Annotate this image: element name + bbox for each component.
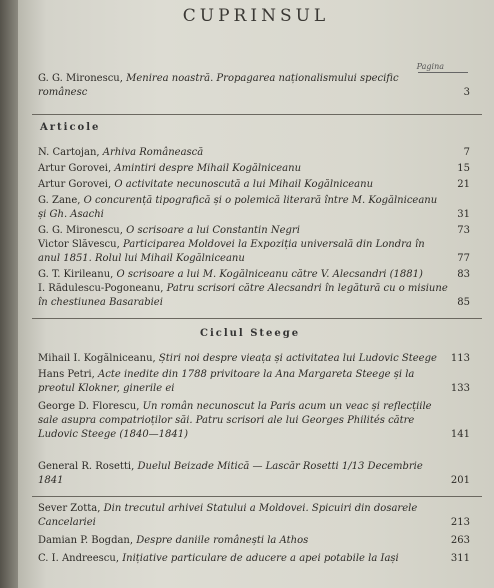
list-item: [38, 224, 482, 238]
entry-page: 3: [463, 87, 470, 98]
list-item: [38, 400, 482, 442]
entry-page: 133: [450, 383, 470, 394]
list-item: [38, 282, 482, 310]
section-divider: [32, 318, 482, 319]
list-item: [38, 368, 482, 396]
section-divider: [32, 114, 482, 115]
entry-title: Știri noi despre vieața și activitatea lui Ludovic Steege: [158, 353, 437, 364]
list-item: [38, 178, 482, 192]
entry-author: G. T. Kirileanu,: [38, 269, 114, 280]
entry-title: Un român necunoscut la Paris acum un veac și reflecțiile sale asupra compatrioților săi. Patru scrisori ale lui Georges Philités către Ludovic Steege (1840—1841): [38, 401, 432, 440]
entry-page: 83: [457, 269, 470, 280]
entry-author: Victor Slăvescu,: [38, 239, 120, 250]
entry-author: G. G. Mironescu,: [38, 225, 123, 236]
entry-title: O scrisoare a lui Constantin Negri: [126, 225, 300, 236]
entry-author: I. Rădulescu-Pogoneanu,: [38, 283, 164, 294]
entry-title: Menirea noastră. Propagarea naționalismului specific românesc: [38, 73, 399, 98]
entry-author: George D. Florescu,: [38, 401, 140, 412]
entry-title: Inițiative particulare de aducere a apei potabile la Iași: [122, 553, 399, 564]
entry-author: N. Cartojan,: [38, 147, 100, 158]
entry-author: Damian P. Bogdan,: [38, 535, 134, 546]
entry-title: Acte inedite din 1788 privitoare la Ana Margareta Steege și la preotul Klokner, ginerile ei: [38, 369, 415, 394]
page-title: CUPRINSUL: [182, 6, 330, 26]
list-item: [38, 502, 482, 530]
entry-page: 85: [457, 297, 470, 308]
list-item: [38, 552, 482, 566]
entry-author: G. Zane,: [38, 195, 81, 206]
entry-page: 15: [457, 163, 470, 174]
entry-page: 31: [457, 209, 470, 220]
entry-page: 21: [457, 179, 470, 190]
entry-page: 141: [450, 429, 470, 440]
section-heading-ciclul-steege: Ciclul Steege: [200, 328, 301, 339]
section-heading-articole: Articole: [40, 122, 101, 133]
list-item: [38, 534, 482, 548]
intro-entry: [38, 72, 482, 100]
list-item: [38, 352, 482, 366]
entry-page: 311: [450, 553, 470, 564]
entry-title: O scrisoare a lui M. Kogălniceanu către V. Alecsandri (1881): [116, 269, 423, 280]
entry-title: Din trecutul arhivei Statului a Moldovei. Spicuiri din dosarele Cancelariei: [38, 503, 418, 528]
entry-title: Duelul Beizade Mitică — Lascăr Rosetti 1/13 Decembrie 1841: [38, 461, 423, 486]
entry-page: 7: [463, 147, 470, 158]
section-divider: [32, 496, 482, 497]
entry-title: Amintiri despre Mihail Kogălniceanu: [114, 163, 302, 174]
entry-title: Arhiva Românească: [102, 147, 204, 158]
entry-author: Artur Gorovei,: [38, 163, 112, 174]
entry-title: Participarea Moldovei la Expoziția universală din Londra în anul 1851. Rolul lui Mihail Kogălniceanu: [38, 239, 425, 264]
entry-page: 113: [450, 353, 470, 364]
entry-author: C. I. Andreescu,: [38, 553, 119, 564]
entry-title: O concurență tipografică și o polemică literară între M. Kogălniceanu și Gh. Asachi: [38, 195, 438, 220]
list-item: [38, 268, 482, 282]
pagina-label: Pagina: [416, 62, 444, 71]
entry-author: G. G. Mironescu,: [38, 73, 123, 84]
entry-page: 77: [457, 253, 470, 264]
book-page: [18, 0, 494, 588]
entry-title: O activitate necunoscută a lui Mihail Kogălniceanu: [114, 179, 374, 190]
entry-title: Patru scrisori către Alecsandri în legătură cu o misiune în chestiunea Basarabiei: [38, 283, 448, 308]
entry-author: Artur Gorovei,: [38, 179, 112, 190]
list-item: [38, 162, 482, 176]
list-item: [38, 194, 482, 222]
entry-author: Mihail I. Kogălniceanu,: [38, 353, 156, 364]
entry-author: General R. Rosetti,: [38, 461, 135, 472]
entry-author: Hans Petri,: [38, 369, 95, 380]
entry-author: Sever Zotta,: [38, 503, 101, 514]
entry-title: Despre daniile românești la Athos: [136, 535, 309, 546]
entry-page: 73: [457, 225, 470, 236]
list-item: [38, 460, 482, 488]
list-item: [38, 238, 482, 266]
entry-page: 213: [450, 517, 470, 528]
entry-page: 201: [450, 475, 470, 486]
list-item: [38, 146, 482, 160]
book-gutter: [0, 0, 18, 588]
entry-page: 263: [450, 535, 470, 546]
